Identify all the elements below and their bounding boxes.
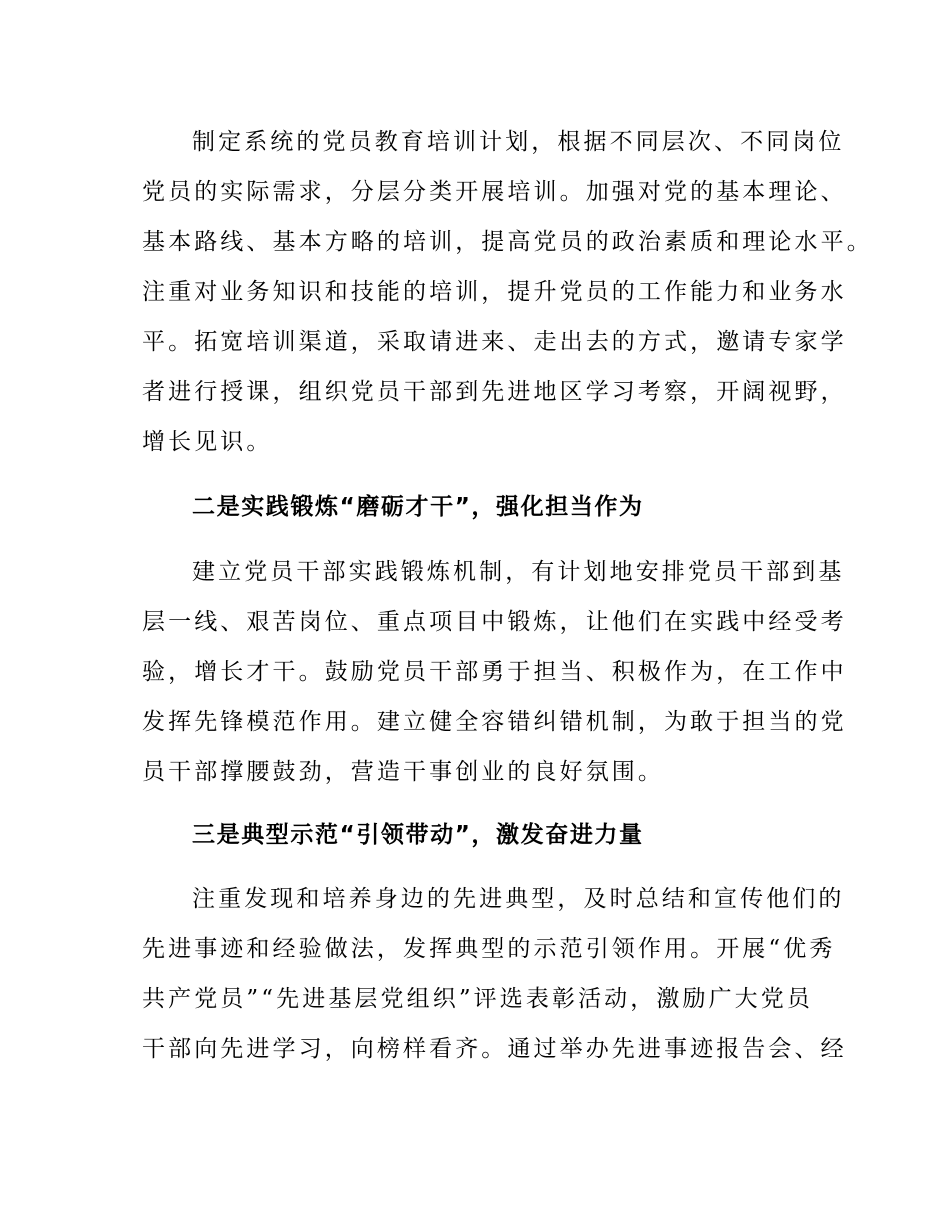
paragraph-1-line-6: 者进行授课，组织党员干部到先进地区学习考察，开阔视野， (142, 379, 847, 405)
paragraph-1-line-4: 注重对业务知识和技能的培训，提升党员的工作能力和业务水 (142, 279, 847, 305)
paragraph-2-line-3: 验，增长才干。鼓励党员干部勇于担当、积极作为，在工作中 (142, 659, 847, 685)
paragraph-2-line-1: 建立党员干部实践锻炼机制，有计划地安排党员干部到基 (192, 559, 845, 585)
paragraph-1-line-1: 制定系统的党员教育培训计划，根据不同层次、不同岗位 (192, 129, 845, 155)
section-heading-3: 三是典型示范“引领带动”，激发奋进力量 (192, 822, 644, 848)
section-heading-2: 二是实践锻炼“磨砺才干”，强化担当作为 (192, 494, 644, 520)
paragraph-1-line-2: 党员的实际需求，分层分类开展培训。加强对党的基本理论、 (142, 179, 847, 205)
paragraph-1-line-5: 平。拓宽培训渠道，采取请进来、走出去的方式，邀请专家学 (142, 329, 847, 355)
paragraph-2-line-5: 员干部撑腰鼓劲，营造干事创业的良好氛围。 (142, 759, 664, 785)
paragraph-3-line-2: 先进事迹和经验做法，发挥典型的示范引领作用。开展“优秀 (142, 936, 836, 962)
paragraph-3-line-4: 干部向先进学习，向榜样看齐。通过举办先进事迹报告会、经 (142, 1036, 847, 1062)
paragraph-1-line-3: 基本路线、基本方略的培训，提高党员的政治素质和理论水平。 (142, 229, 873, 255)
paragraph-1-line-7: 增长见识。 (142, 429, 273, 455)
paragraph-3-line-3: 共产党员”“先进基层党组织”评选表彰活动，激励广大党员 (142, 986, 813, 1012)
paragraph-2-line-2: 层一线、艰苦岗位、重点项目中锻炼，让他们在实践中经受考 (142, 609, 847, 635)
paragraph-3-line-1: 注重发现和培养身边的先进典型，及时总结和宣传他们的 (192, 886, 845, 912)
paragraph-2-line-4: 发挥先锋模范作用。建立健全容错纠错机制，为敢于担当的党 (142, 709, 847, 735)
